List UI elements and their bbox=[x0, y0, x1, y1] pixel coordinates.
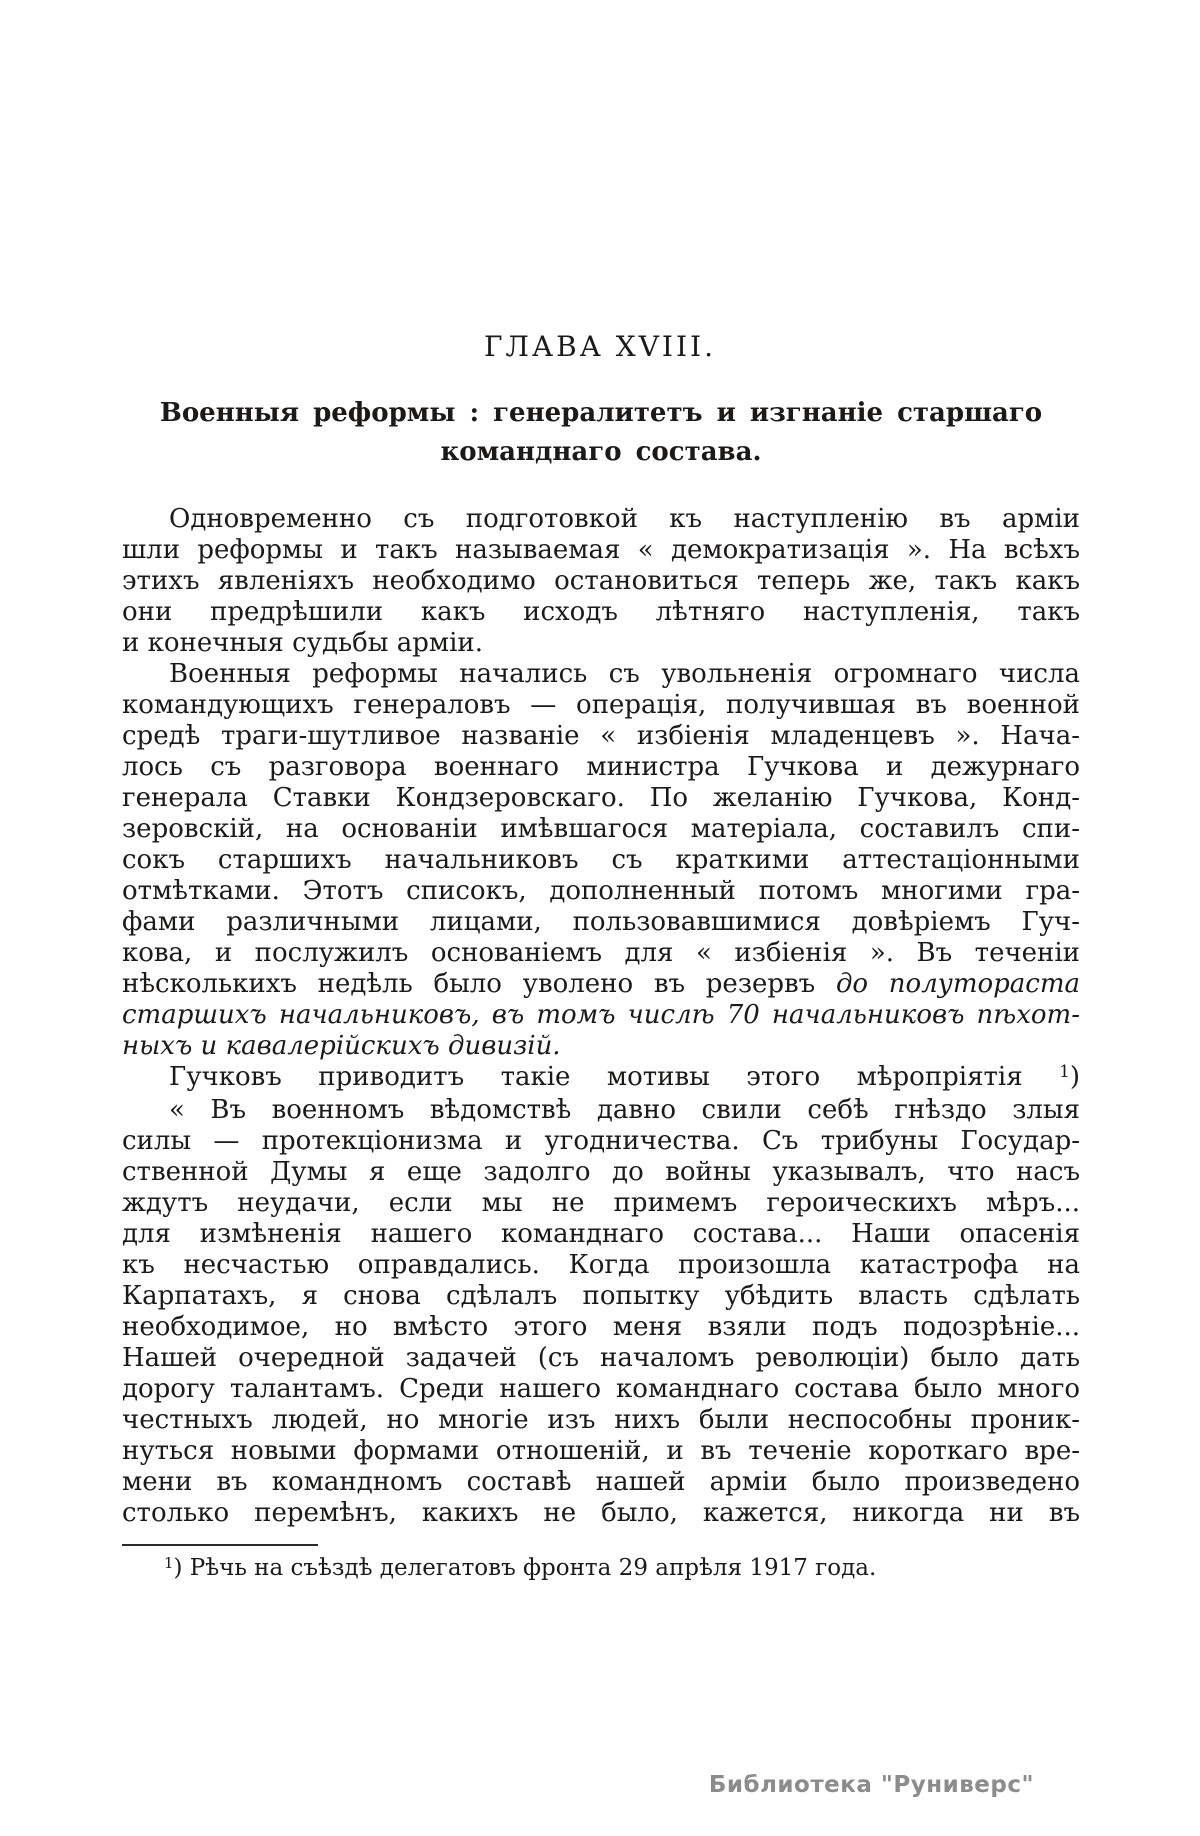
text-line bbox=[122, 1126, 1080, 1157]
text-segment: честныхъ людей, но многіе изъ нихъ были неспособны проник- bbox=[122, 1405, 1080, 1435]
body-text bbox=[122, 504, 1080, 1529]
text-line bbox=[122, 1188, 1080, 1219]
text-line bbox=[122, 690, 1080, 721]
text-segment: ныхъ и кавалерійскихъ дивизій. bbox=[122, 1031, 561, 1061]
footnote-divider bbox=[122, 1544, 318, 1546]
section-heading-line-2: команднаго состава. bbox=[440, 437, 762, 467]
text-segment: силы — протекціонизма и угодничества. Съ трибуны Государ- bbox=[122, 1126, 1080, 1156]
text-segment: этихъ явленіяхъ необходимо остановиться теперь же, такъ какъ bbox=[122, 566, 1080, 596]
footnote-text: ) Рѣчь на съѣздѣ делегатовъ фронта 29 апрѣля 1917 года. bbox=[173, 1555, 877, 1581]
text-segment: генерала Ставки Кондзеровскаго. По желанію Гучкова, Конд- bbox=[122, 783, 1080, 813]
text-line bbox=[122, 1250, 1080, 1281]
text-line bbox=[122, 1031, 1080, 1062]
text-line bbox=[122, 1343, 1080, 1374]
footnote bbox=[122, 1553, 1080, 1585]
text-line bbox=[122, 1281, 1080, 1312]
text-line bbox=[122, 1157, 1080, 1188]
text-segment: средѣ траги-шутливое названіе « избіенія младенцевъ ». Нача- bbox=[122, 721, 1080, 751]
text-segment: ственной Думы я еще задолго до войны указывалъ, что насъ bbox=[122, 1157, 1080, 1187]
text-segment: лось съ разговора военнаго министра Гучкова и дежурнаго bbox=[122, 752, 1080, 782]
text-segment: отмѣтками. Этотъ списокъ, дополненный потомъ многими гра- bbox=[122, 876, 1080, 906]
text-segment: 1 bbox=[1059, 1061, 1070, 1082]
text-line bbox=[122, 659, 1080, 690]
section-heading-line-1: Военныя реформы : генералитетъ и изгнаніе старшаго bbox=[159, 398, 1043, 428]
text-line bbox=[122, 1374, 1080, 1405]
text-line bbox=[122, 1498, 1080, 1529]
text-segment: Гучковъ приводитъ такіе мотивы этого мѣропріятія bbox=[169, 1062, 1060, 1092]
text-line bbox=[122, 1219, 1080, 1250]
text-segment: « Въ военномъ вѣдомствѣ давно свили себѣ гнѣздо злыя bbox=[169, 1095, 1080, 1125]
text-line bbox=[122, 1095, 1080, 1126]
text-line bbox=[122, 814, 1080, 845]
text-segment: старшихъ начальниковъ, въ томъ числѣ 70 начальниковъ пѣхот- bbox=[122, 1000, 1080, 1030]
section-heading bbox=[122, 394, 1080, 472]
text-line bbox=[122, 597, 1080, 628]
text-line bbox=[122, 1405, 1080, 1436]
text-segment: для измѣненія нашего команднаго состава... Наши опасенія bbox=[122, 1219, 1080, 1249]
text-line bbox=[122, 876, 1080, 907]
text-line bbox=[122, 1467, 1080, 1498]
text-segment: шли реформы и такъ называемая « демократизація ». На всѣхъ bbox=[122, 535, 1080, 565]
text-segment: сокъ старшихъ начальниковъ съ краткими аттестаціонными bbox=[122, 845, 1080, 875]
text-segment: фами различными лицами, пользовавшимися довѣріемъ Гуч- bbox=[122, 907, 1080, 937]
text-line bbox=[122, 1436, 1080, 1467]
text-line bbox=[122, 566, 1080, 597]
text-segment: Военныя реформы начались съ увольненія огромнаго числа bbox=[169, 659, 1080, 689]
text-segment: кова, и послужилъ основаніемъ для « избіенія ». Въ теченіи bbox=[122, 938, 1080, 968]
text-line bbox=[122, 1312, 1080, 1343]
text-segment: столько перемѣнъ, какихъ не было, кажется, никогда ни въ bbox=[122, 1498, 1080, 1528]
text-segment: мени въ командномъ составѣ нашей арміи было произведено bbox=[122, 1467, 1080, 1497]
text-segment: ) bbox=[1069, 1062, 1080, 1092]
text-segment: нуться новыми формами отношеній, и въ теченіе короткаго вре- bbox=[122, 1436, 1080, 1466]
text-segment: къ несчастью оправдались. Когда произошла катастрофа на bbox=[122, 1250, 1080, 1280]
text-segment: до полутораста bbox=[835, 969, 1080, 999]
text-segment: Карпатахъ, я снова сдѣлалъ попытку убѣдить власть сдѣлать bbox=[122, 1281, 1080, 1311]
text-line bbox=[122, 721, 1080, 752]
text-segment: Нашей очередной задачей (съ началомъ революціи) было дать bbox=[122, 1343, 1080, 1373]
text-segment: ждутъ неудачи, если мы не примемъ героическихъ мѣръ... bbox=[122, 1188, 1080, 1218]
text-line bbox=[122, 1062, 1080, 1095]
text-line bbox=[122, 628, 1080, 659]
library-watermark: Библиотека "Руниверс" bbox=[708, 1772, 1034, 1798]
chapter-title: ГЛАВА XVIII. bbox=[483, 330, 717, 363]
text-line bbox=[122, 504, 1080, 535]
text-line bbox=[122, 845, 1080, 876]
text-segment: нѣсколькихъ недѣль было уволено въ резервъ bbox=[122, 969, 836, 999]
text-line bbox=[122, 969, 1080, 1000]
text-segment: зеровскій, на основаніи имѣвшагося матеріала, составилъ спи- bbox=[122, 814, 1080, 844]
text-line bbox=[122, 938, 1080, 969]
text-line bbox=[122, 752, 1080, 783]
footnote-marker: 1 bbox=[164, 1554, 174, 1573]
text-line bbox=[122, 907, 1080, 938]
text-line bbox=[122, 535, 1080, 566]
text-line bbox=[122, 783, 1080, 814]
text-segment: Одновременно съ подготовкой къ наступленію въ арміи bbox=[169, 504, 1080, 534]
text-segment: командующихъ генераловъ — операція, получившая въ военной bbox=[122, 690, 1080, 720]
text-segment: дорогу талантамъ. Среди нашего команднаго состава было много bbox=[122, 1374, 1080, 1404]
text-segment: необходимое, но вмѣсто этого меня взяли подъ подозрѣніе... bbox=[122, 1312, 1080, 1342]
text-line bbox=[122, 1000, 1080, 1031]
text-segment: и конечныя судьбы арміи. bbox=[122, 628, 484, 658]
text-segment: они предрѣшили какъ исходъ лѣтняго наступленія, такъ bbox=[122, 597, 1080, 627]
